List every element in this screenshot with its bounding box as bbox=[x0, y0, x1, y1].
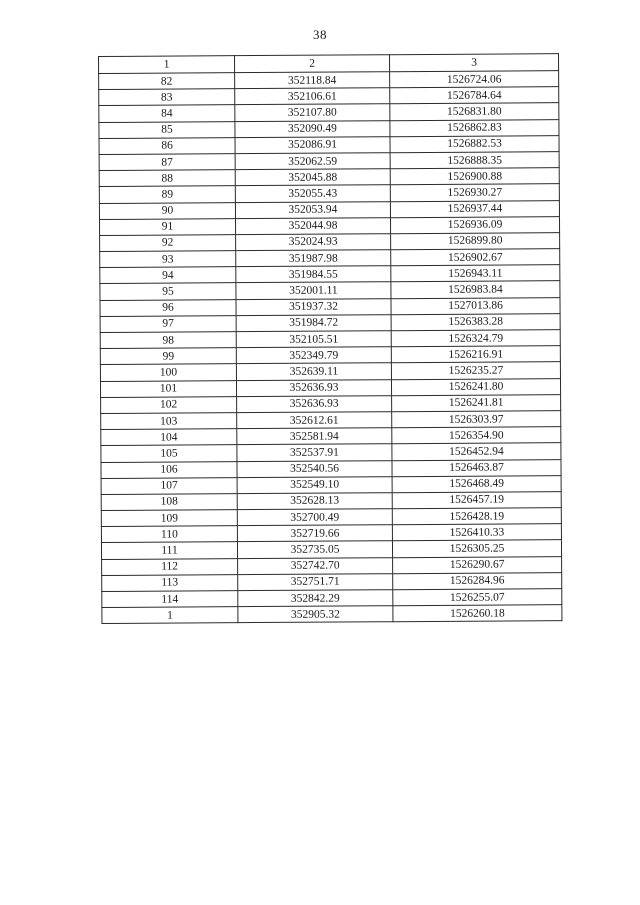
cell-y-coordinate: 1526255.07 bbox=[393, 589, 562, 606]
cell-point-number: 110 bbox=[101, 526, 237, 543]
cell-point-number: 100 bbox=[100, 364, 236, 381]
cell-x-coordinate: 352053.94 bbox=[235, 201, 390, 218]
cell-y-coordinate: 1526428.19 bbox=[392, 508, 561, 525]
cell-x-coordinate: 351987.98 bbox=[236, 250, 391, 267]
cell-y-coordinate: 1526290.67 bbox=[393, 556, 562, 573]
cell-x-coordinate: 352700.49 bbox=[237, 509, 392, 526]
cell-point-number: 112 bbox=[102, 558, 238, 575]
cell-x-coordinate: 352719.66 bbox=[237, 525, 392, 542]
cell-x-coordinate: 352055.43 bbox=[235, 185, 390, 202]
cell-y-coordinate: 1526463.87 bbox=[392, 459, 561, 476]
cell-x-coordinate: 352001.11 bbox=[236, 282, 391, 299]
cell-point-number: 91 bbox=[99, 218, 235, 235]
cell-y-coordinate: 1526241.81 bbox=[392, 394, 561, 411]
cell-x-coordinate: 352045.88 bbox=[235, 169, 390, 186]
cell-y-coordinate: 1526983.84 bbox=[391, 281, 560, 298]
cell-y-coordinate: 1526410.33 bbox=[392, 524, 561, 541]
cell-x-coordinate: 352639.11 bbox=[236, 363, 391, 380]
cell-point-number: 83 bbox=[99, 89, 235, 106]
column-header-point-number: 1 bbox=[99, 56, 235, 74]
cell-point-number: 87 bbox=[99, 154, 235, 171]
cell-point-number: 111 bbox=[101, 542, 237, 559]
cell-point-number: 113 bbox=[102, 574, 238, 591]
cell-y-coordinate: 1527013.86 bbox=[391, 297, 560, 314]
cell-y-coordinate: 1526943.11 bbox=[391, 265, 560, 282]
cell-point-number: 96 bbox=[100, 299, 236, 316]
cell-y-coordinate: 1526457.19 bbox=[392, 492, 561, 509]
cell-y-coordinate: 1526303.97 bbox=[392, 411, 561, 428]
cell-x-coordinate: 351984.72 bbox=[236, 315, 391, 332]
cell-y-coordinate: 1526241.80 bbox=[391, 378, 560, 395]
cell-point-number: 103 bbox=[101, 413, 237, 430]
cell-x-coordinate: 352105.51 bbox=[236, 331, 391, 348]
cell-y-coordinate: 1526882.53 bbox=[390, 135, 559, 152]
cell-x-coordinate: 352349.79 bbox=[236, 347, 391, 364]
cell-y-coordinate: 1526724.06 bbox=[390, 71, 559, 88]
cell-y-coordinate: 1526260.18 bbox=[393, 605, 562, 622]
cell-point-number: 92 bbox=[100, 235, 236, 252]
cell-point-number: 97 bbox=[100, 315, 236, 332]
cell-y-coordinate: 1526862.83 bbox=[390, 119, 559, 136]
cell-x-coordinate: 352062.59 bbox=[235, 153, 390, 170]
cell-y-coordinate: 1526888.35 bbox=[390, 152, 559, 169]
cell-x-coordinate: 352118.84 bbox=[235, 72, 390, 89]
column-header-y-coordinate: 3 bbox=[389, 54, 558, 72]
cell-y-coordinate: 1526936.09 bbox=[390, 216, 559, 233]
cell-y-coordinate: 1526284.96 bbox=[393, 572, 562, 589]
cell-y-coordinate: 1526930.27 bbox=[390, 184, 559, 201]
cell-y-coordinate: 1526383.28 bbox=[391, 313, 560, 330]
cell-x-coordinate: 352044.98 bbox=[235, 217, 390, 234]
cell-y-coordinate: 1526354.90 bbox=[392, 427, 561, 444]
cell-point-number: 85 bbox=[99, 121, 235, 138]
cell-x-coordinate: 352549.10 bbox=[237, 476, 392, 493]
cell-x-coordinate: 352842.29 bbox=[238, 590, 393, 607]
cell-x-coordinate: 352905.32 bbox=[238, 606, 393, 623]
cell-y-coordinate: 1526235.27 bbox=[391, 362, 560, 379]
cell-x-coordinate: 352581.94 bbox=[237, 428, 392, 445]
cell-y-coordinate: 1526784.64 bbox=[390, 87, 559, 104]
cell-point-number: 88 bbox=[99, 170, 235, 187]
cell-x-coordinate: 352628.13 bbox=[237, 493, 392, 510]
cell-point-number: 95 bbox=[100, 283, 236, 300]
cell-y-coordinate: 1526899.80 bbox=[391, 233, 560, 250]
page-number: 38 bbox=[313, 27, 327, 42]
cell-point-number: 98 bbox=[100, 332, 236, 349]
cell-y-coordinate: 1526831.80 bbox=[390, 103, 559, 120]
cell-point-number: 106 bbox=[101, 461, 237, 478]
cell-x-coordinate: 352086.91 bbox=[235, 136, 390, 153]
cell-point-number: 82 bbox=[99, 73, 235, 90]
cell-point-number: 104 bbox=[101, 429, 237, 446]
cell-point-number: 86 bbox=[99, 137, 235, 154]
cell-point-number: 90 bbox=[99, 202, 235, 219]
cell-point-number: 93 bbox=[100, 251, 236, 268]
cell-x-coordinate: 352540.56 bbox=[237, 460, 392, 477]
cell-x-coordinate: 352742.70 bbox=[238, 557, 393, 574]
cell-x-coordinate: 352107.80 bbox=[235, 104, 390, 121]
cell-y-coordinate: 1526305.25 bbox=[392, 540, 561, 557]
column-header-x-coordinate: 2 bbox=[235, 55, 390, 73]
cell-point-number: 1 bbox=[102, 607, 238, 624]
cell-y-coordinate: 1526937.44 bbox=[390, 200, 559, 217]
cell-point-number: 101 bbox=[100, 380, 236, 397]
cell-y-coordinate: 1526900.88 bbox=[390, 168, 559, 185]
cell-y-coordinate: 1526468.49 bbox=[392, 475, 561, 492]
cell-y-coordinate: 1526902.67 bbox=[391, 249, 560, 266]
cell-x-coordinate: 352751.71 bbox=[238, 574, 393, 591]
cell-point-number: 94 bbox=[100, 267, 236, 284]
cell-y-coordinate: 1526452.94 bbox=[392, 443, 561, 460]
cell-x-coordinate: 352106.61 bbox=[235, 88, 390, 105]
cell-x-coordinate: 351937.32 bbox=[236, 298, 391, 315]
cell-point-number: 114 bbox=[102, 591, 238, 608]
cell-point-number: 105 bbox=[101, 445, 237, 462]
cell-x-coordinate: 351984.55 bbox=[236, 266, 391, 283]
cell-x-coordinate: 352636.93 bbox=[236, 379, 391, 396]
cell-y-coordinate: 1526216.91 bbox=[391, 346, 560, 363]
cell-x-coordinate: 352090.49 bbox=[235, 120, 390, 137]
cell-x-coordinate: 352636.93 bbox=[237, 395, 392, 412]
cell-point-number: 108 bbox=[101, 494, 237, 511]
cell-x-coordinate: 352612.61 bbox=[237, 412, 392, 429]
cell-point-number: 89 bbox=[99, 186, 235, 203]
coordinates-table bbox=[98, 53, 562, 624]
table-body bbox=[99, 54, 562, 624]
cell-x-coordinate: 352735.05 bbox=[237, 541, 392, 558]
cell-x-coordinate: 352024.93 bbox=[236, 234, 391, 251]
cell-point-number: 99 bbox=[100, 348, 236, 365]
cell-y-coordinate: 1526324.79 bbox=[391, 330, 560, 347]
cell-point-number: 109 bbox=[101, 510, 237, 527]
cell-point-number: 102 bbox=[101, 396, 237, 413]
table-row bbox=[102, 605, 562, 624]
cell-x-coordinate: 352537.91 bbox=[237, 444, 392, 461]
cell-point-number: 107 bbox=[101, 477, 237, 494]
cell-point-number: 84 bbox=[99, 105, 235, 122]
